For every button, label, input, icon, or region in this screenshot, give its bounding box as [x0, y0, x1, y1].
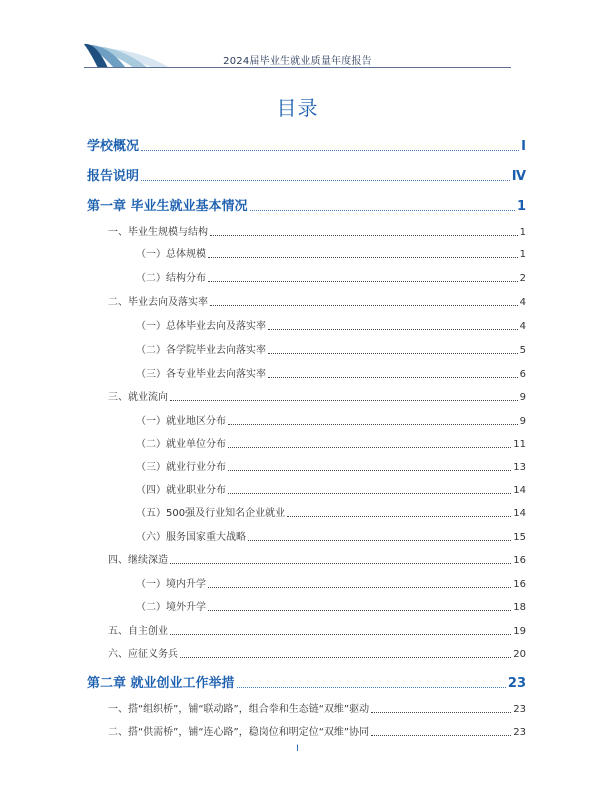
toc-subsection-entry[interactable] [87, 603, 526, 613]
toc-entry-page-number: 16 [513, 555, 526, 566]
toc-entry-label: （二）境外升学 [136, 602, 206, 613]
toc-subsection-entry[interactable] [87, 250, 526, 260]
toc-entry-label: （四）就业职业分布 [136, 485, 226, 496]
toc-entry-label: （二）就业单位分布 [136, 439, 226, 450]
toc-entry-page-number: 14 [513, 485, 526, 496]
toc-entry-label: 学校概况 [87, 139, 140, 154]
toc-section-entry[interactable] [87, 650, 526, 660]
toc-subsection-entry[interactable] [87, 440, 526, 450]
toc-entry-page-number: Ⅰ [521, 139, 526, 154]
toc-entry-page-number: Ⅳ [511, 169, 526, 184]
toc-entry-label: （一）境内升学 [136, 579, 206, 590]
toc-entry-label: 三、就业流向 [108, 392, 168, 403]
toc-dot-leader [287, 515, 511, 517]
toc-entry-page-number: 15 [513, 532, 526, 543]
toc-entry-label: 六、应征义务兵 [108, 649, 178, 660]
toc-entry-label: 四、继续深造 [108, 555, 168, 566]
toc-dot-leader [141, 179, 510, 181]
toc-entry-page-number: 19 [513, 626, 526, 637]
toc-entry-page-number: 20 [513, 649, 526, 660]
toc-entry-page-number: 6 [519, 369, 526, 380]
toc-dot-leader [141, 149, 519, 151]
toc-dot-leader [208, 256, 518, 258]
toc-entry-page-number: 14 [513, 508, 526, 519]
toc-entry-label: 报告说明 [87, 169, 140, 184]
toc-entry-label: 五、自主创业 [108, 626, 168, 637]
toc-entry-label: 一、毕业生规模与结构 [108, 227, 208, 238]
toc-entry-label: （一）就业地区分布 [136, 416, 226, 427]
toc-entry-page-number: 9 [519, 416, 526, 427]
toc-entry-page-number: 16 [513, 579, 526, 590]
toc-dot-leader [268, 352, 518, 354]
toc-entry-page-number: 23 [507, 676, 526, 691]
toc-dot-leader [208, 586, 511, 588]
toc-subsection-entry[interactable] [87, 370, 526, 380]
toc-dot-leader [228, 469, 511, 471]
toc-dot-leader [228, 492, 511, 494]
toc-entry-label: （二）各学院毕业去向落实率 [136, 345, 266, 356]
toc-entry-label: （三）各专业毕业去向落实率 [136, 369, 266, 380]
toc-subsection-entry[interactable] [87, 486, 526, 496]
toc-chapter-entry[interactable] [87, 200, 526, 213]
toc-entry-label: （一）总体规模 [136, 249, 206, 260]
toc-subsection-entry[interactable] [87, 509, 526, 519]
toc-section-entry[interactable] [87, 705, 526, 715]
toc-dot-leader [268, 376, 518, 378]
toc-entry-label: 二、毕业去向及落实率 [108, 297, 208, 308]
toc-dot-leader [248, 539, 511, 541]
toc-entry-label: （二）结构分布 [136, 273, 206, 284]
toc-entry-page-number: 4 [519, 297, 526, 308]
toc-dot-leader [210, 304, 518, 306]
toc-dot-leader [268, 328, 518, 330]
toc-dot-leader [210, 234, 518, 236]
toc-entry-page-number: 13 [513, 462, 526, 473]
toc-subsection-entry[interactable] [87, 533, 526, 543]
toc-subsection-entry[interactable] [87, 322, 526, 332]
toc-dot-leader [180, 656, 511, 658]
toc-entry-page-number: 1 [516, 199, 526, 214]
toc-dot-leader [371, 711, 511, 713]
toc-dot-leader [170, 562, 511, 564]
toc-title: 目录 [276, 96, 319, 120]
toc-dot-leader [250, 209, 515, 211]
toc-entry-label: 二、搭“供需桥”，铺“连心路”，稳岗位和明定位“双维”协同 [108, 727, 370, 738]
toc-section-entry[interactable] [87, 728, 526, 738]
toc-dot-leader [170, 633, 511, 635]
toc-dot-leader [170, 399, 518, 401]
toc-entry-page-number: 5 [519, 345, 526, 356]
toc-entry-page-number: 9 [519, 392, 526, 403]
toc-dot-leader [208, 609, 511, 611]
toc-dot-leader [228, 446, 511, 448]
toc-entry-page-number: 18 [513, 602, 526, 613]
toc-dot-leader [371, 734, 511, 736]
toc-chapter-entry[interactable] [87, 140, 526, 153]
toc-entry-page-number: 4 [519, 321, 526, 332]
toc-section-entry[interactable] [87, 556, 526, 566]
toc-dot-leader [228, 423, 518, 425]
toc-section-entry[interactable] [87, 228, 526, 238]
toc-entry-label: 一、搭“组织桥”，铺“联动路”，组合拳和生态链“双维”驱动 [108, 704, 370, 715]
toc-subsection-entry[interactable] [87, 580, 526, 590]
toc-entry-label: 第二章 就业创业工作举措 [87, 676, 235, 691]
toc-entry-label: （三）就业行业分布 [136, 462, 226, 473]
toc-dot-leader [237, 686, 506, 688]
toc-section-entry[interactable] [87, 298, 526, 308]
toc-entry-page-number: 23 [513, 704, 526, 715]
toc-entry-label: （五）500强及行业知名企业就业 [136, 508, 286, 519]
toc-subsection-entry[interactable] [87, 346, 526, 356]
toc-chapter-entry[interactable] [87, 170, 526, 183]
toc-entry-page-number: 1 [519, 249, 526, 260]
toc-subsection-entry[interactable] [87, 417, 526, 427]
toc-dot-leader [208, 280, 518, 282]
footer-page-number: Ⅰ [296, 744, 299, 754]
toc-subsection-entry[interactable] [87, 463, 526, 473]
toc-entry-page-number: 23 [513, 727, 526, 738]
toc-subsection-entry[interactable] [87, 274, 526, 284]
toc-entry-label: 第一章 毕业生就业基本情况 [87, 199, 248, 214]
toc-entry-page-number: 1 [519, 227, 526, 238]
toc-chapter-entry[interactable] [87, 677, 526, 690]
header-title: 2024届毕业生就业质量年度报告 [223, 56, 372, 67]
toc-entry-page-number: 11 [513, 439, 526, 450]
toc-entry-label: （六）服务国家重大战略 [136, 532, 246, 543]
toc-section-entry[interactable] [87, 393, 526, 403]
toc-section-entry[interactable] [87, 627, 526, 637]
header-divider [84, 67, 511, 68]
toc-entry-page-number: 2 [519, 273, 526, 284]
toc-entry-label: （一）总体毕业去向及落实率 [136, 321, 266, 332]
